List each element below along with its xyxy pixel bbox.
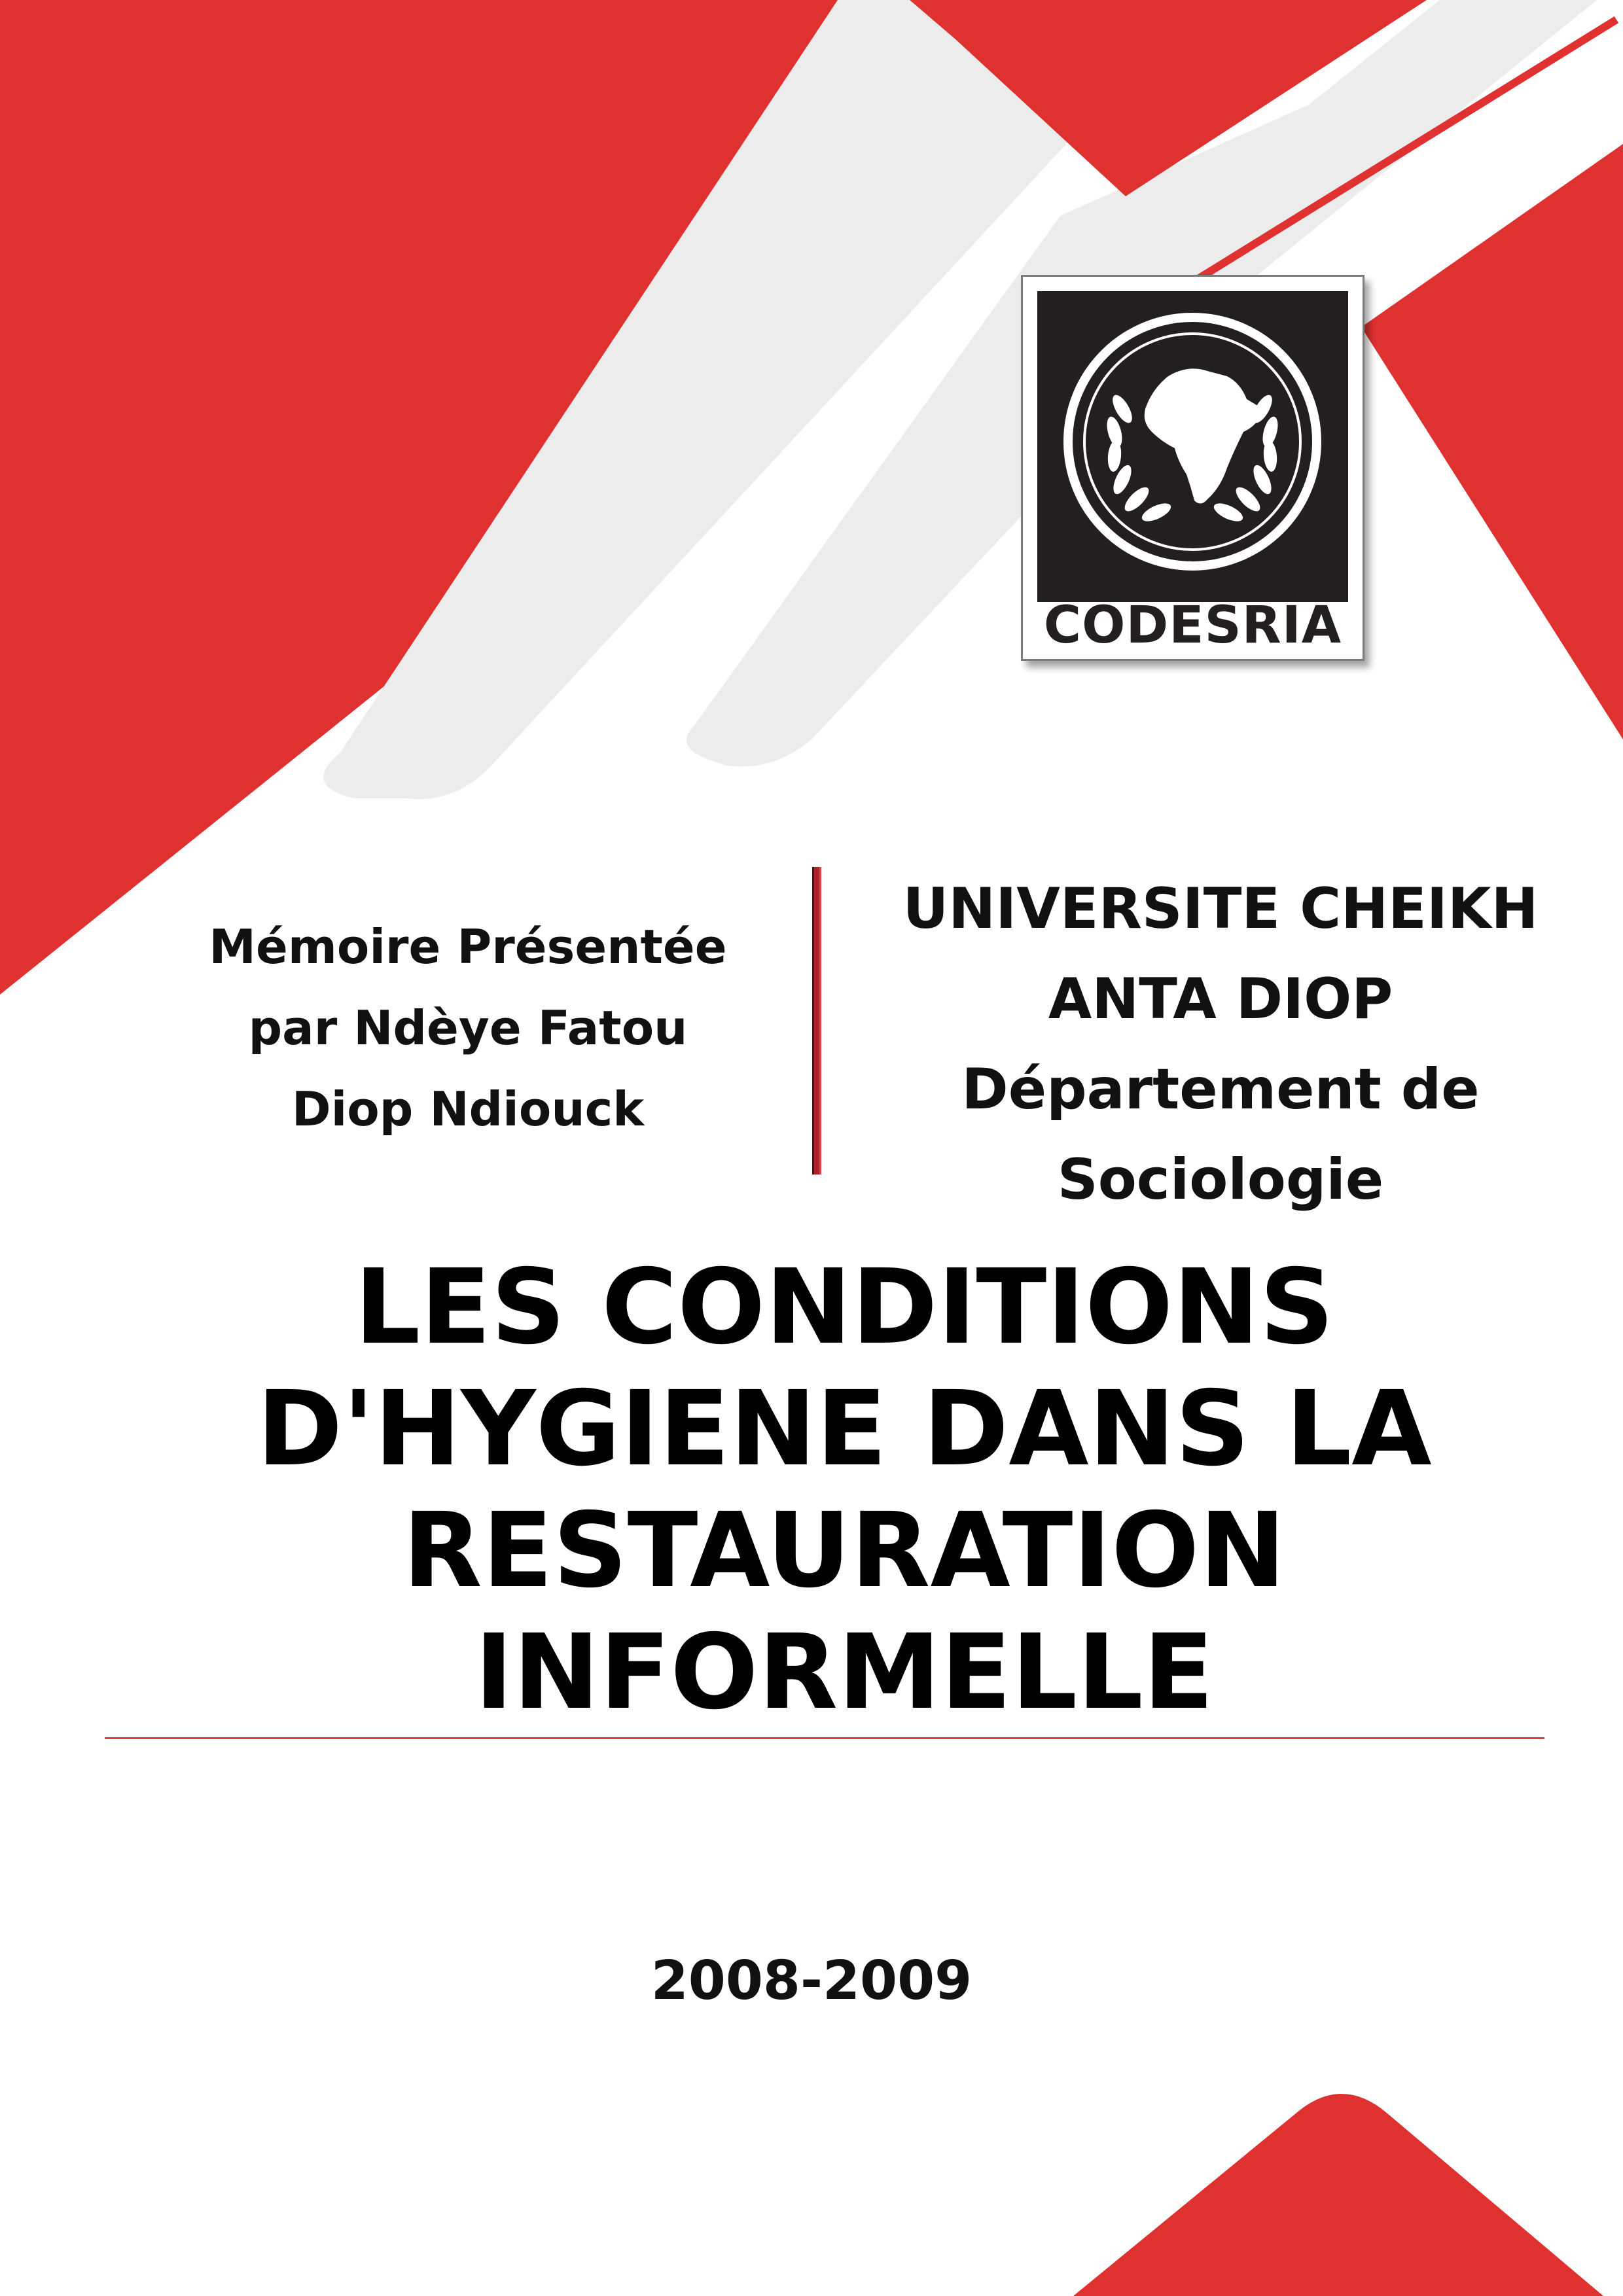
logo-name: CODESRIA bbox=[1043, 596, 1342, 655]
title-line-3: RESTAURATION bbox=[402, 1491, 1286, 1611]
author-line-1: Mémoire Présentée bbox=[209, 919, 727, 974]
logo-emblem bbox=[1037, 291, 1348, 602]
author-block bbox=[131, 906, 805, 1150]
author-line-3: Diop Ndiouck bbox=[291, 1082, 645, 1137]
document-title bbox=[105, 1246, 1584, 1733]
title-line-1: LES CONDITIONS bbox=[354, 1247, 1334, 1368]
institution-line-3: Département de bbox=[961, 1057, 1480, 1122]
red-triangle-bottom-right bbox=[1073, 2094, 1603, 2296]
institution-line-4: Sociologie bbox=[1057, 1147, 1384, 1212]
title-underline bbox=[105, 1737, 1544, 1739]
title-line-4: INFORMELLE bbox=[474, 1612, 1214, 1733]
vertical-divider bbox=[812, 867, 821, 1174]
red-wedge-right bbox=[1361, 144, 1623, 739]
academic-year: 2008-2009 bbox=[651, 1950, 972, 2012]
institution-block bbox=[844, 864, 1597, 1225]
author-line-2: par Ndèye Fatou bbox=[248, 1000, 688, 1055]
institution-line-1: UNIVERSITE CHEIKH bbox=[902, 876, 1539, 942]
africa-laurel-icon bbox=[1037, 291, 1348, 602]
title-line-2: D'HYGIENE DANS LA bbox=[257, 1369, 1432, 1489]
institution-line-2: ANTA DIOP bbox=[1048, 966, 1393, 1032]
codesria-logo bbox=[1021, 275, 1364, 661]
